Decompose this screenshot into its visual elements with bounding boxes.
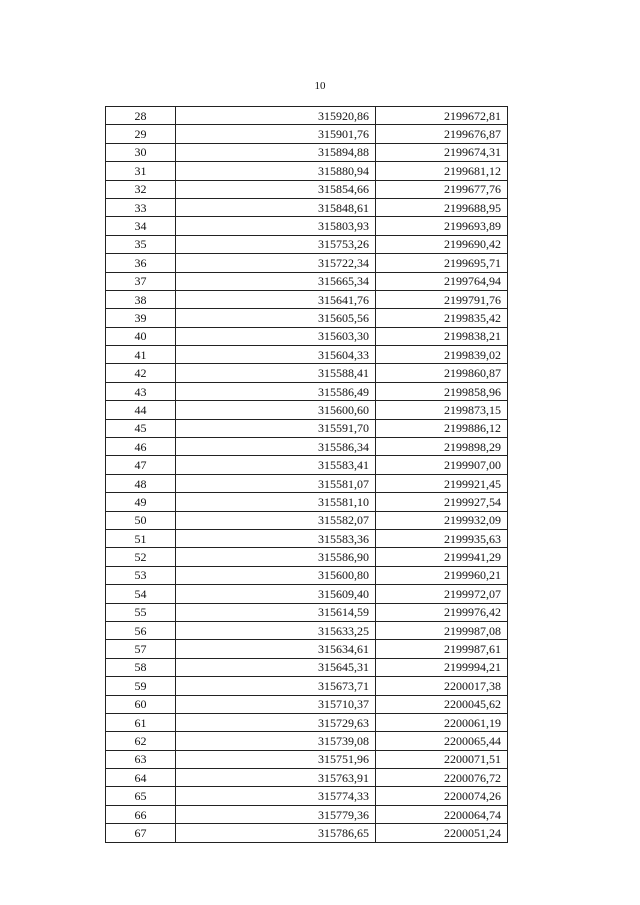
table-row <box>106 198 508 216</box>
y-coordinate-cell: 2199693,89 <box>376 217 508 235</box>
x-coordinate-cell: 315582,07 <box>176 511 376 529</box>
point-number-cell: 63 <box>106 750 176 768</box>
coordinates-table <box>105 106 508 843</box>
table-row <box>106 658 508 676</box>
table-row <box>106 640 508 658</box>
y-coordinate-cell: 2199674,31 <box>376 143 508 161</box>
point-number-cell: 42 <box>106 364 176 382</box>
table-row <box>106 143 508 161</box>
table-row <box>106 107 508 125</box>
table-row <box>106 474 508 492</box>
y-coordinate-cell: 2199921,45 <box>376 474 508 492</box>
table-row <box>106 585 508 603</box>
table-row <box>106 769 508 787</box>
x-coordinate-cell: 315600,60 <box>176 401 376 419</box>
table-row <box>106 364 508 382</box>
y-coordinate-cell: 2199681,12 <box>376 162 508 180</box>
table-row <box>106 566 508 584</box>
x-coordinate-cell: 315920,86 <box>176 107 376 125</box>
point-number-cell: 58 <box>106 658 176 676</box>
x-coordinate-cell: 315854,66 <box>176 180 376 198</box>
x-coordinate-cell: 315673,71 <box>176 677 376 695</box>
x-coordinate-cell: 315645,31 <box>176 658 376 676</box>
y-coordinate-cell: 2199972,07 <box>376 585 508 603</box>
y-coordinate-cell: 2199987,08 <box>376 621 508 639</box>
x-coordinate-cell: 315753,26 <box>176 235 376 253</box>
table-row <box>106 456 508 474</box>
point-number-cell: 65 <box>106 787 176 805</box>
y-coordinate-cell: 2199976,42 <box>376 603 508 621</box>
table-row <box>106 346 508 364</box>
y-coordinate-cell: 2200045,62 <box>376 695 508 713</box>
x-coordinate-cell: 315581,10 <box>176 493 376 511</box>
point-number-cell: 55 <box>106 603 176 621</box>
point-number-cell: 62 <box>106 732 176 750</box>
x-coordinate-cell: 315763,91 <box>176 769 376 787</box>
point-number-cell: 50 <box>106 511 176 529</box>
x-coordinate-cell: 315786,65 <box>176 824 376 842</box>
point-number-cell: 52 <box>106 548 176 566</box>
x-coordinate-cell: 315604,33 <box>176 346 376 364</box>
y-coordinate-cell: 2199941,29 <box>376 548 508 566</box>
point-number-cell: 28 <box>106 107 176 125</box>
table-row <box>106 401 508 419</box>
table-row <box>106 162 508 180</box>
table-row <box>106 805 508 823</box>
x-coordinate-cell: 315586,34 <box>176 438 376 456</box>
y-coordinate-cell: 2199672,81 <box>376 107 508 125</box>
x-coordinate-cell: 315779,36 <box>176 805 376 823</box>
x-coordinate-cell: 315605,56 <box>176 309 376 327</box>
point-number-cell: 44 <box>106 401 176 419</box>
y-coordinate-cell: 2200065,44 <box>376 732 508 750</box>
y-coordinate-cell: 2199994,21 <box>376 658 508 676</box>
point-number-cell: 35 <box>106 235 176 253</box>
x-coordinate-cell: 315729,63 <box>176 713 376 731</box>
y-coordinate-cell: 2199927,54 <box>376 493 508 511</box>
table-row <box>106 290 508 308</box>
x-coordinate-cell: 315600,80 <box>176 566 376 584</box>
point-number-cell: 32 <box>106 180 176 198</box>
point-number-cell: 67 <box>106 824 176 842</box>
y-coordinate-cell: 2200076,72 <box>376 769 508 787</box>
table-row <box>106 511 508 529</box>
point-number-cell: 40 <box>106 327 176 345</box>
y-coordinate-cell: 2200051,24 <box>376 824 508 842</box>
point-number-cell: 43 <box>106 382 176 400</box>
point-number-cell: 29 <box>106 125 176 143</box>
y-coordinate-cell: 2199932,09 <box>376 511 508 529</box>
x-coordinate-cell: 315586,90 <box>176 548 376 566</box>
table-row <box>106 235 508 253</box>
table-row <box>106 529 508 547</box>
table-row <box>106 254 508 272</box>
point-number-cell: 33 <box>106 198 176 216</box>
point-number-cell: 34 <box>106 217 176 235</box>
y-coordinate-cell: 2199690,42 <box>376 235 508 253</box>
table-row <box>106 493 508 511</box>
y-coordinate-cell: 2199886,12 <box>376 419 508 437</box>
x-coordinate-cell: 315633,25 <box>176 621 376 639</box>
x-coordinate-cell: 315894,88 <box>176 143 376 161</box>
x-coordinate-cell: 315609,40 <box>176 585 376 603</box>
point-number-cell: 53 <box>106 566 176 584</box>
table-row <box>106 750 508 768</box>
x-coordinate-cell: 315641,76 <box>176 290 376 308</box>
y-coordinate-cell: 2199695,71 <box>376 254 508 272</box>
y-coordinate-cell: 2199676,87 <box>376 125 508 143</box>
x-coordinate-cell: 315901,76 <box>176 125 376 143</box>
y-coordinate-cell: 2199839,02 <box>376 346 508 364</box>
point-number-cell: 36 <box>106 254 176 272</box>
y-coordinate-cell: 2199791,76 <box>376 290 508 308</box>
y-coordinate-cell: 2199858,96 <box>376 382 508 400</box>
y-coordinate-cell: 2199898,29 <box>376 438 508 456</box>
y-coordinate-cell: 2199873,15 <box>376 401 508 419</box>
page-number: 10 <box>314 80 326 92</box>
table-row <box>106 621 508 639</box>
point-number-cell: 61 <box>106 713 176 731</box>
table-row <box>106 180 508 198</box>
x-coordinate-cell: 315586,49 <box>176 382 376 400</box>
table-row <box>106 327 508 345</box>
coordinates-table-body <box>106 107 508 843</box>
table-row <box>106 713 508 731</box>
table-row <box>106 309 508 327</box>
y-coordinate-cell: 2199935,63 <box>376 529 508 547</box>
table-row <box>106 603 508 621</box>
table-row <box>106 217 508 235</box>
table-row <box>106 548 508 566</box>
table-row <box>106 419 508 437</box>
x-coordinate-cell: 315665,34 <box>176 272 376 290</box>
x-coordinate-cell: 315591,70 <box>176 419 376 437</box>
point-number-cell: 31 <box>106 162 176 180</box>
y-coordinate-cell: 2200017,38 <box>376 677 508 695</box>
table-row <box>106 272 508 290</box>
table-row <box>106 695 508 713</box>
table-row <box>106 438 508 456</box>
x-coordinate-cell: 315739,08 <box>176 732 376 750</box>
table-row <box>106 382 508 400</box>
point-number-cell: 45 <box>106 419 176 437</box>
point-number-cell: 59 <box>106 677 176 695</box>
x-coordinate-cell: 315588,41 <box>176 364 376 382</box>
x-coordinate-cell: 315710,37 <box>176 695 376 713</box>
y-coordinate-cell: 2199907,00 <box>376 456 508 474</box>
y-coordinate-cell: 2200071,51 <box>376 750 508 768</box>
point-number-cell: 38 <box>106 290 176 308</box>
table-row <box>106 677 508 695</box>
y-coordinate-cell: 2199838,21 <box>376 327 508 345</box>
x-coordinate-cell: 315751,96 <box>176 750 376 768</box>
point-number-cell: 46 <box>106 438 176 456</box>
y-coordinate-cell: 2199688,95 <box>376 198 508 216</box>
point-number-cell: 66 <box>106 805 176 823</box>
table-row <box>106 125 508 143</box>
point-number-cell: 48 <box>106 474 176 492</box>
x-coordinate-cell: 315774,33 <box>176 787 376 805</box>
y-coordinate-cell: 2200064,74 <box>376 805 508 823</box>
table-row <box>106 732 508 750</box>
point-number-cell: 64 <box>106 769 176 787</box>
x-coordinate-cell: 315634,61 <box>176 640 376 658</box>
point-number-cell: 60 <box>106 695 176 713</box>
x-coordinate-cell: 315614,59 <box>176 603 376 621</box>
point-number-cell: 54 <box>106 585 176 603</box>
x-coordinate-cell: 315803,93 <box>176 217 376 235</box>
point-number-cell: 57 <box>106 640 176 658</box>
table-row <box>106 824 508 842</box>
point-number-cell: 37 <box>106 272 176 290</box>
point-number-cell: 41 <box>106 346 176 364</box>
y-coordinate-cell: 2199987,61 <box>376 640 508 658</box>
y-coordinate-cell: 2199960,21 <box>376 566 508 584</box>
y-coordinate-cell: 2199860,87 <box>376 364 508 382</box>
point-number-cell: 49 <box>106 493 176 511</box>
y-coordinate-cell: 2200061,19 <box>376 713 508 731</box>
y-coordinate-cell: 2199835,42 <box>376 309 508 327</box>
point-number-cell: 51 <box>106 529 176 547</box>
table-row <box>106 787 508 805</box>
point-number-cell: 39 <box>106 309 176 327</box>
y-coordinate-cell: 2199677,76 <box>376 180 508 198</box>
x-coordinate-cell: 315848,61 <box>176 198 376 216</box>
x-coordinate-cell: 315880,94 <box>176 162 376 180</box>
x-coordinate-cell: 315722,34 <box>176 254 376 272</box>
x-coordinate-cell: 315603,30 <box>176 327 376 345</box>
y-coordinate-cell: 2200074,26 <box>376 787 508 805</box>
point-number-cell: 56 <box>106 621 176 639</box>
x-coordinate-cell: 315581,07 <box>176 474 376 492</box>
point-number-cell: 47 <box>106 456 176 474</box>
y-coordinate-cell: 2199764,94 <box>376 272 508 290</box>
x-coordinate-cell: 315583,41 <box>176 456 376 474</box>
x-coordinate-cell: 315583,36 <box>176 529 376 547</box>
point-number-cell: 30 <box>106 143 176 161</box>
